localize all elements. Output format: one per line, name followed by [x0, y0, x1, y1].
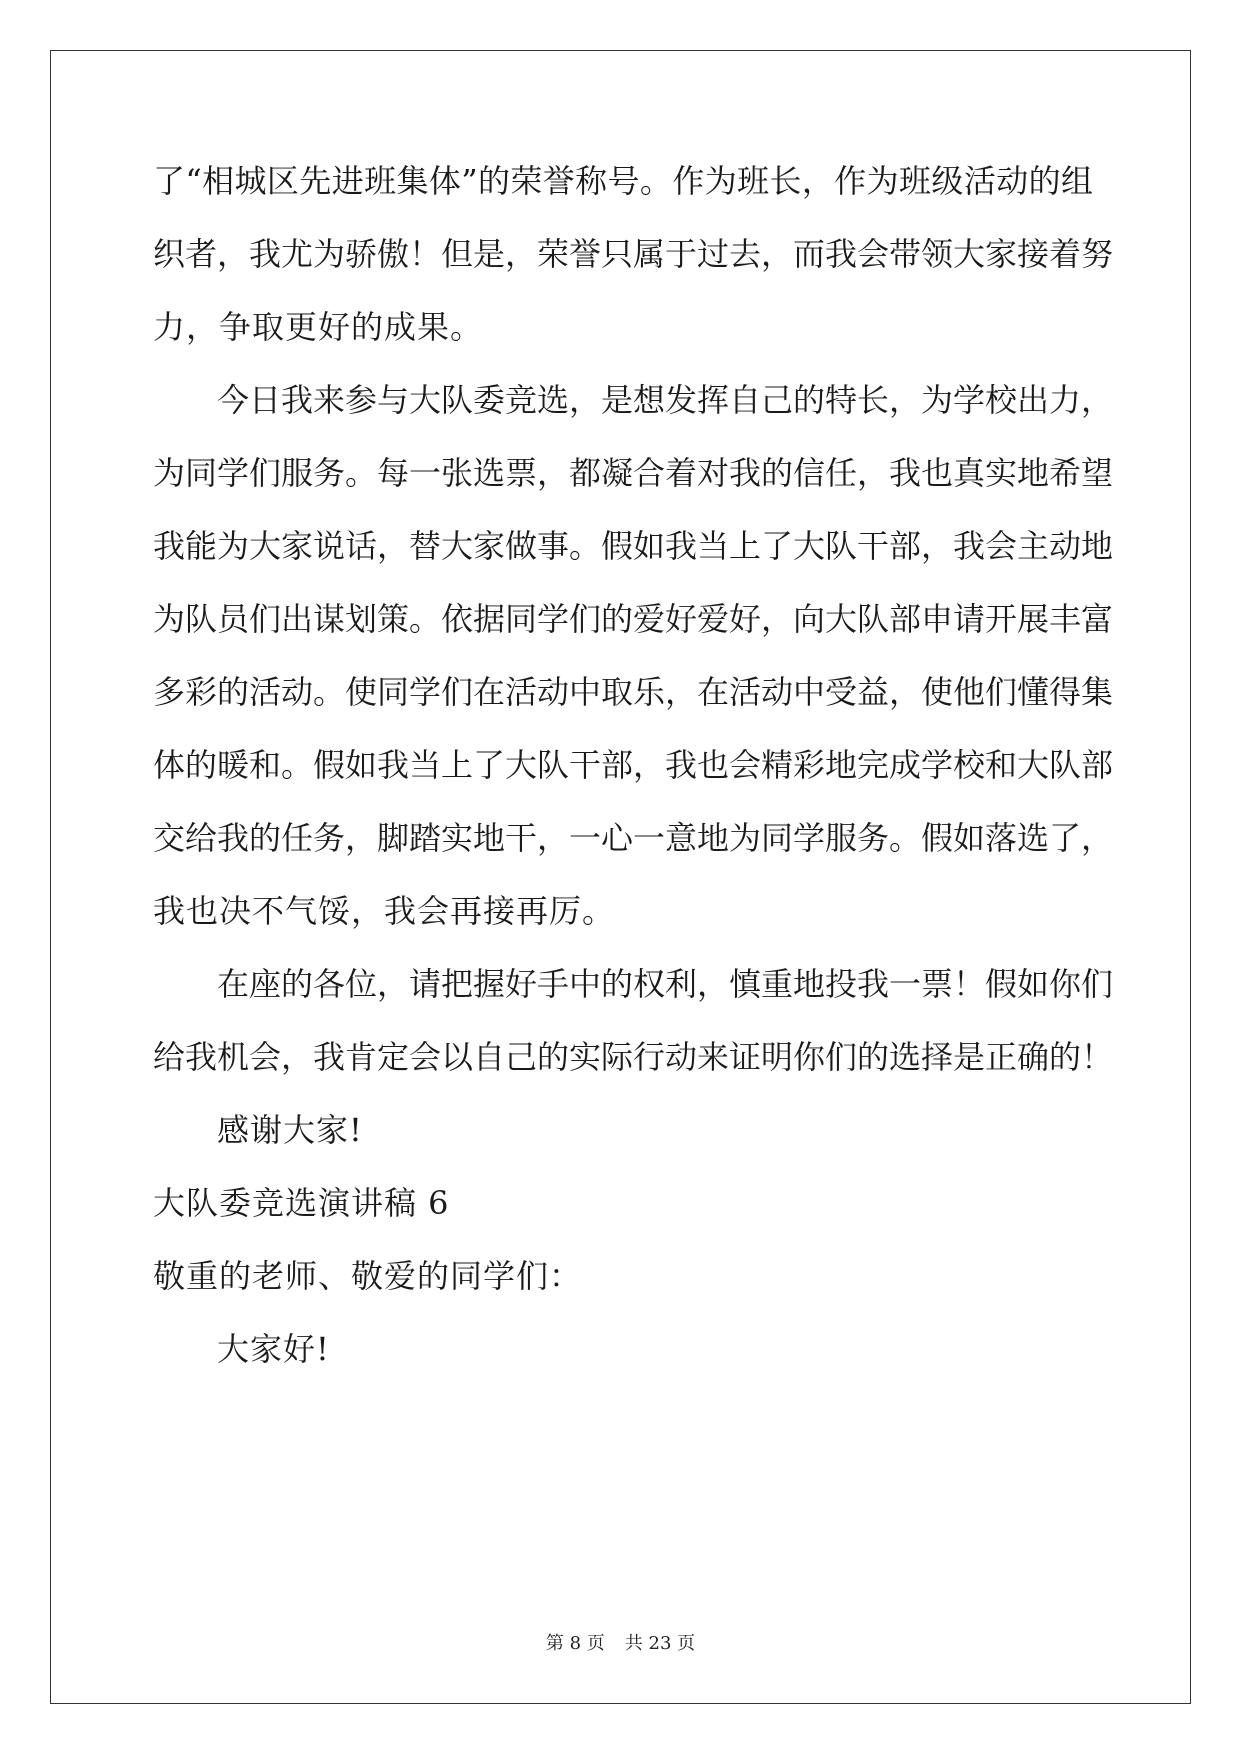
page-footer	[0, 1633, 1241, 1655]
text-line: 力，争取更好的成果。	[153, 308, 484, 346]
text-line: 交给我的任务，脚踏实地干，一心一意地为同学服务。假如落选了，	[153, 819, 1114, 857]
page-border	[50, 50, 1191, 1704]
greeting: 大家好!	[217, 1330, 330, 1368]
text-line: 体的暖和。假如我当上了大队干部，我也会精彩地完成学校和大队部	[153, 746, 1114, 784]
text-line: 为同学们服务。每一张选票，都凝合着对我的信任，我也真实地希望	[153, 454, 1114, 492]
text-line: 给我机会，我肯定会以自己的实际行动来证明你们的选择是正确的！	[153, 1038, 1114, 1076]
section-heading: 大队委竞选演讲稿 6	[153, 1184, 450, 1222]
text-line: 我能为大家说话，替大家做事。假如我当上了大队干部，我会主动地	[153, 527, 1114, 565]
text-line: 织者，我尤为骄傲！但是，荣誉只属于过去，而我会带领大家接着努	[153, 235, 1114, 273]
page-number: 第 8 页	[545, 1633, 605, 1654]
text-line: 我也决不气馁，我会再接再厉。	[153, 892, 616, 930]
text-line: 在座的各位，请把握好手中的权利，慎重地投我一票！假如你们	[217, 965, 1114, 1003]
text-line: 为队员们出谋划策。依据同学们的爱好爱好，向大队部申请开展丰富	[153, 600, 1114, 638]
text-line: 了“相城区先进班集体”的荣誉称号。作为班长，作为班级活动的组	[153, 162, 1093, 200]
text-line: 感谢大家!	[217, 1111, 363, 1149]
text-line: 今日我来参与大队委竞选，是想发挥自己的特长，为学校出力，	[217, 381, 1114, 419]
salutation: 敬重的老师、敬爱的同学们：	[153, 1257, 583, 1295]
text-line: 多彩的活动。使同学们在活动中取乐，在活动中受益，使他们懂得集	[153, 673, 1114, 711]
page-total: 共 23 页	[624, 1633, 696, 1654]
